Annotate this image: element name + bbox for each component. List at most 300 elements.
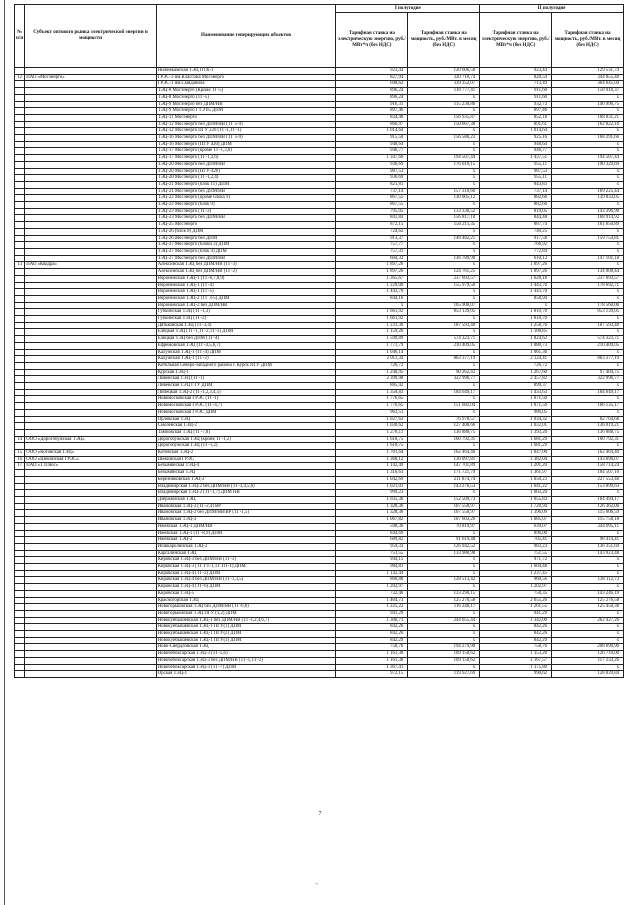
scan-mark: ~ <box>315 882 319 888</box>
subject-cell <box>25 275 156 282</box>
number-cell <box>15 510 25 517</box>
energy-rate-1-cell: 1 225,22 <box>336 604 408 611</box>
power-rate-2-cell: 125 276,58 <box>552 597 624 604</box>
power-rate-2-cell: x <box>552 181 624 188</box>
object-name-cell: Кировская ТЭЦ-5 <box>156 590 336 597</box>
energy-rate-2-cell: 842,26 <box>480 631 552 638</box>
power-rate-2-cell: 158 918,37 <box>552 88 624 95</box>
energy-rate-1-cell: 1 328,36 <box>336 503 408 510</box>
energy-rate-1-cell: 757,31 <box>336 248 408 255</box>
power-rate-2-cell: 97 404,75 <box>552 369 624 376</box>
tariff-sheet <box>14 4 624 678</box>
number-cell <box>15 168 25 175</box>
number-cell: 14 <box>15 436 25 443</box>
energy-rate-2-cell: 891,61 <box>480 121 552 128</box>
power-rate-2-cell: 115 758,18 <box>552 517 624 524</box>
energy-rate-1-cell: 1 306,71 <box>336 617 408 624</box>
power-rate-1-cell: x <box>408 242 480 249</box>
power-rate-1-cell: 863 377,19 <box>408 356 480 363</box>
power-rate-1-cell: 107 558,97 <box>408 503 480 510</box>
object-name-cell: ТЭЦ-8 Мосэнерго (ТГ-5) <box>156 94 336 101</box>
subject-cell <box>25 584 156 591</box>
power-rate-2-cell: 136 919,21 <box>552 423 624 430</box>
number-cell <box>15 135 25 142</box>
table-row <box>15 644 624 651</box>
subject-cell <box>25 342 156 349</box>
table-row <box>15 550 624 557</box>
table-row <box>15 208 624 215</box>
table-row <box>15 101 624 108</box>
energy-rate-2-cell: 1 810,70 <box>480 316 552 323</box>
column-header-energy-rate-1: Тарифная ставка на электрическую энергию, руб./МВт*ч (без НДС) <box>336 13 408 68</box>
table-row <box>15 309 624 316</box>
power-rate-2-cell: 143 396,98 <box>552 208 624 215</box>
object-name-cell: Ефремовская ТЭЦ (ТГ-4,5,6,7) <box>156 342 336 349</box>
power-rate-2-cell: 187 593,48 <box>552 322 624 329</box>
power-rate-1-cell: x <box>408 141 480 148</box>
power-rate-2-cell: 117 233,26 <box>552 657 624 664</box>
energy-rate-2-cell: 911,60 <box>480 94 552 101</box>
power-rate-1-cell: x <box>408 557 480 564</box>
column-header-object-name: Наименование генерирующих объектов <box>156 5 336 68</box>
power-rate-1-cell: 143 276,53 <box>408 483 480 490</box>
subject-cell <box>25 389 156 396</box>
number-cell <box>15 409 25 416</box>
subject-cell <box>25 215 156 222</box>
power-rate-2-cell: 178 560,00 <box>552 302 624 309</box>
energy-rate-1-cell: 868,88 <box>336 577 408 584</box>
power-rate-2-cell: 153 899,63 <box>552 483 624 490</box>
subject-cell <box>25 624 156 631</box>
object-name-cell: Алексинская ТЭЦ без ДПМ/НВ (ТГ-3) <box>156 262 336 269</box>
object-name-cell: ТЭЦ-23 Мосэнерго (ТГ-2) <box>156 208 336 215</box>
energy-rate-1-cell: 844,16 <box>336 295 408 302</box>
power-rate-1-cell: 118 777,41 <box>408 88 480 95</box>
energy-rate-1-cell: 1 142,44 <box>336 570 408 577</box>
subject-cell <box>25 88 156 95</box>
subject-cell <box>25 369 156 376</box>
power-rate-2-cell: x <box>552 624 624 631</box>
energy-rate-2-cell: 1 382,04 <box>480 456 552 463</box>
energy-rate-2-cell: 1 396,09 <box>480 510 552 517</box>
table-row <box>15 604 624 611</box>
subject-cell <box>25 222 156 229</box>
energy-rate-2-cell: 1 050,23 <box>480 476 552 483</box>
object-name-cell: ТЭЦ-16 Мосэнерго (ПГУ 420) ДПМ <box>156 141 336 148</box>
energy-rate-1-cell: 1 367,41 <box>336 664 408 671</box>
number-cell <box>15 530 25 537</box>
power-rate-1-cell: x <box>408 362 480 369</box>
number-cell <box>15 403 25 410</box>
table-row <box>15 235 624 242</box>
energy-rate-1-cell: 1 771,79 <box>336 342 408 349</box>
number-cell <box>15 342 25 349</box>
power-rate-1-cell: x <box>408 564 480 571</box>
number-cell <box>15 128 25 135</box>
energy-rate-1-cell: 1 030,62 <box>336 423 408 430</box>
table-row <box>15 476 624 483</box>
energy-rate-2-cell: 610,13 <box>480 255 552 262</box>
energy-rate-2-cell: 1 034,32 <box>480 416 552 423</box>
number-cell <box>15 155 25 162</box>
energy-rate-1-cell: 999,23 <box>336 490 408 497</box>
table-row <box>15 423 624 430</box>
object-name-cell: Новогорьковская ТЭЦ без ДПМ/НВ (ТГ-6,8) <box>156 604 336 611</box>
power-rate-1-cell: x <box>408 584 480 591</box>
object-name-cell: Ивановская ТЭЦ-2 без ДПМ/НВ/ВР (ТГ-1,5) <box>156 510 336 517</box>
power-rate-2-cell: x <box>552 564 624 571</box>
object-name-cell: Красногорская ТЭЦ <box>156 597 336 604</box>
power-rate-2-cell: 160 792,31 <box>552 436 624 443</box>
subject-cell <box>25 349 156 356</box>
subject-cell <box>25 309 156 316</box>
energy-rate-1-cell: 598,36 <box>336 523 408 530</box>
object-name-cell: Новочебоксарская ТЭЦ-3 (ТГ-7) ДПМ <box>156 664 336 671</box>
table-row <box>15 664 624 671</box>
number-cell <box>15 584 25 591</box>
object-name-cell: Кировская ТЭЦ-4 без ДПМ/НВ (ТГ-1,3,5) <box>156 577 336 584</box>
energy-rate-2-cell: 1 437,51 <box>480 155 552 162</box>
energy-rate-1-cell: 896,24 <box>336 88 408 95</box>
object-name-cell: ТЭЦ-22 Мосэнерго (кроме блока 9) <box>156 195 336 202</box>
energy-rate-1-cell: 2 399,98 <box>336 376 408 383</box>
object-name-cell: ТЭЦ-27 Мосэнерго без ДПМ/НВ <box>156 255 336 262</box>
power-rate-1-cell: x <box>408 610 480 617</box>
energy-rate-2-cell: 766,92 <box>480 242 552 249</box>
power-rate-2-cell: 344 855,48 <box>552 74 624 81</box>
table-row <box>15 483 624 490</box>
energy-rate-1-cell: 885,42 <box>336 383 408 390</box>
object-name-cell: Новомосковская ГРЭС (ТГ-1) <box>156 396 336 403</box>
subject-cell <box>25 490 156 497</box>
subject-cell <box>25 604 156 611</box>
object-name-cell: Ново-Свердловская ТЭЦ <box>156 644 336 651</box>
subject-cell <box>25 322 156 329</box>
power-rate-1-cell: 133 330,52 <box>408 208 480 215</box>
energy-rate-1-cell: 1 202,97 <box>336 584 408 591</box>
energy-rate-2-cell: 1 032,01 <box>480 423 552 430</box>
energy-rate-1-cell: 936,69 <box>336 175 408 182</box>
table-row <box>15 537 624 544</box>
subject-cell <box>25 403 156 410</box>
energy-rate-2-cell: 1 681,29 <box>480 443 552 450</box>
object-name-cell: Владимирская ТЭЦ-2 (ТГ-1,7) ДПМ НВ <box>156 490 336 497</box>
power-rate-1-cell: x <box>408 228 480 235</box>
object-name-cell: Калужская ТЭЦ-1 (ТГ-2) <box>156 356 336 363</box>
power-rate-1-cell: 165 908,07 <box>408 302 480 309</box>
object-name-cell: Воронежская ТЭЦ-1 (ТГ-6,7,8,9) <box>156 275 336 282</box>
number-cell: 15 <box>15 450 25 457</box>
power-rate-2-cell: 146 996,75 <box>552 101 624 108</box>
column-header-subject: Субъект оптового рынка электрической энергии и мощности <box>25 5 156 68</box>
power-rate-2-cell: 164 494,17 <box>552 497 624 504</box>
table-row <box>15 369 624 376</box>
subject-cell <box>25 429 156 436</box>
subject-cell <box>25 248 156 255</box>
table-row <box>15 81 624 88</box>
energy-rate-2-cell: x <box>480 302 552 309</box>
energy-rate-1-cell: 867,55 <box>336 195 408 202</box>
power-rate-2-cell: 227 553,48 <box>552 476 624 483</box>
subject-cell <box>25 570 156 577</box>
table-row <box>15 168 624 175</box>
energy-rate-1-cell: 751,55 <box>336 550 408 557</box>
power-rate-1-cell: 210 409,05 <box>408 342 480 349</box>
energy-rate-2-cell: 1 375,80 <box>480 664 552 671</box>
table-row <box>15 597 624 604</box>
table-row <box>15 429 624 436</box>
subject-cell <box>25 336 156 343</box>
table-row <box>15 409 624 416</box>
object-name-cell: Новокуйбышевская ТЭЦ-1 ПГУ(2) ДПМ <box>156 631 336 638</box>
subject-cell <box>25 590 156 597</box>
object-name-cell: ТЭЦ-9 Мосэнерго без ДПМ/НВ <box>156 101 336 108</box>
table-row <box>15 557 624 564</box>
energy-rate-1-cell: 758,76 <box>336 644 408 651</box>
power-rate-1-cell: 574 323,71 <box>408 336 480 343</box>
energy-rate-2-cell: 1 201,20 <box>480 463 552 470</box>
number-cell <box>15 443 25 450</box>
subject-cell <box>25 376 156 383</box>
energy-rate-1-cell: 1 278,11 <box>336 429 408 436</box>
power-rate-2-cell: 161 650,89 <box>552 222 624 229</box>
energy-rate-1-cell: 842,26 <box>336 624 408 631</box>
power-rate-1-cell: 127 408,66 <box>408 423 480 430</box>
energy-rate-2-cell: 1 342,00 <box>480 617 552 624</box>
table-row <box>15 121 624 128</box>
energy-rate-2-cell: 1 188,85 <box>480 329 552 336</box>
number-cell <box>15 503 25 510</box>
power-rate-1-cell: x <box>408 128 480 135</box>
column-header-number: № п/п <box>15 5 25 68</box>
power-rate-1-cell: 109 150,62 <box>408 657 480 664</box>
energy-rate-2-cell: 925,16 <box>480 135 552 142</box>
power-rate-1-cell: x <box>408 383 480 390</box>
energy-rate-1-cell: 2 011,34 <box>336 356 408 363</box>
power-rate-1-cell: 136 097,81 <box>408 456 480 463</box>
subject-cell <box>25 68 156 75</box>
power-rate-2-cell: 190 329,69 <box>552 161 624 168</box>
energy-rate-1-cell: 1 618,75 <box>336 436 408 443</box>
energy-rate-2-cell: 955,11 <box>480 161 552 168</box>
subject-cell: ПАО «Т Плюс» <box>25 463 156 470</box>
power-rate-2-cell: x <box>552 329 624 336</box>
object-name-cell: Березниковская ТЭЦ-2 <box>156 476 336 483</box>
tariff-table <box>14 4 624 678</box>
energy-rate-2-cell: 896,00 <box>480 530 552 537</box>
table-row <box>15 269 624 276</box>
object-name-cell: ТЭЦ-17 Мосэнерго (ТГ-1,3,6) <box>156 155 336 162</box>
left-margin-rule <box>4 0 5 905</box>
energy-rate-1-cell: 1 067,82 <box>336 517 408 524</box>
subject-cell <box>25 121 156 128</box>
power-rate-1-cell: 124 761,25 <box>408 269 480 276</box>
energy-rate-2-cell: 1 258,76 <box>480 322 552 329</box>
energy-rate-1-cell: 834,48 <box>336 114 408 121</box>
energy-rate-1-cell: 844,69 <box>336 530 408 537</box>
power-rate-1-cell: 128 513,42 <box>408 577 480 584</box>
power-rate-2-cell: 208 690,96 <box>552 644 624 651</box>
table-row <box>15 577 624 584</box>
power-rate-1-cell: x <box>408 637 480 644</box>
power-rate-1-cell: 156 586,23 <box>408 135 480 142</box>
energy-rate-1-cell: 1 897,26 <box>336 269 408 276</box>
subject-cell: ПАО «Мосэнерго» <box>25 74 156 81</box>
object-name-cell: Новочебоксарская ТЭЦ-3 без ДПМ/НВ (ТГ-1,ТГ-2) <box>156 657 336 664</box>
object-name-cell: ТЭЦ-21 Мосэнерго без ДПМ/НВ <box>156 188 336 195</box>
number-cell <box>15 671 25 678</box>
energy-rate-2-cell: 842,26 <box>480 624 552 631</box>
subject-cell <box>25 161 156 168</box>
number-cell <box>15 255 25 262</box>
table-row <box>15 329 624 336</box>
energy-rate-1-cell: 959,33 <box>336 543 408 550</box>
power-rate-1-cell: x <box>408 631 480 638</box>
power-rate-2-cell: 147 101,18 <box>552 255 624 262</box>
energy-rate-1-cell: 913,37 <box>336 235 408 242</box>
table-row <box>15 376 624 383</box>
power-rate-2-cell: x <box>552 664 624 671</box>
power-rate-1-cell: x <box>408 349 480 356</box>
subject-cell <box>25 476 156 483</box>
power-rate-2-cell: x <box>552 295 624 302</box>
object-name-cell: Владимирская ТЭЦ-2 без ДПМ/НВ (ТГ-3,4,5,6) <box>156 483 336 490</box>
energy-rate-2-cell: 740,25 <box>480 228 552 235</box>
power-rate-2-cell: 168 914,92 <box>552 215 624 222</box>
subject-cell <box>25 282 156 289</box>
object-name-cell: ТЭЦ-26 (блок 8) ДПМ <box>156 228 336 235</box>
subject-cell <box>25 503 156 510</box>
power-rate-2-cell: x <box>552 289 624 296</box>
number-cell <box>15 550 25 557</box>
energy-rate-2-cell: 1 167,57 <box>480 657 552 664</box>
object-name-cell: ТЭЦ-20 Мосэнерго (ПГУ-420) <box>156 168 336 175</box>
energy-rate-1-cell: 841,84 <box>336 215 408 222</box>
power-rate-2-cell: x <box>552 610 624 617</box>
power-rate-2-cell: x <box>552 383 624 390</box>
energy-rate-2-cell: 843,83 <box>480 181 552 188</box>
power-rate-2-cell: 126 362,06 <box>552 503 624 510</box>
subject-cell <box>25 242 156 249</box>
subject-cell <box>25 409 156 416</box>
power-rate-1-cell: 109 150,62 <box>408 651 480 658</box>
subject-cell: ООО «Дорогобужская ТЭЦ» <box>25 436 156 443</box>
subject-cell: ООО «Шекинская ГРЭС» <box>25 456 156 463</box>
energy-rate-1-cell: 867,55 <box>336 202 408 209</box>
number-cell <box>15 295 25 302</box>
energy-rate-1-cell: 737,14 <box>336 188 408 195</box>
energy-rate-2-cell: 1 628,18 <box>480 275 552 282</box>
energy-rate-2-cell: 1 237,45 <box>480 570 552 577</box>
number-cell <box>15 624 25 631</box>
number-cell <box>15 490 25 497</box>
number-cell <box>15 349 25 356</box>
subject-cell <box>25 497 156 504</box>
subject-cell <box>25 202 156 209</box>
number-cell <box>15 523 25 530</box>
number-cell <box>15 222 25 229</box>
energy-rate-1-cell: 1 161,38 <box>336 651 408 658</box>
energy-rate-2-cell: 1 433,63 <box>480 389 552 396</box>
object-name-cell: Воронежская ТЭЦ-1 (ТГ-4) <box>156 282 336 289</box>
number-cell <box>15 94 25 101</box>
energy-rate-1-cell: 936,69 <box>336 161 408 168</box>
power-rate-1-cell: 156 817,10 <box>408 215 480 222</box>
power-rate-2-cell: x <box>552 228 624 235</box>
energy-rate-1-cell: 860,97 <box>336 121 408 128</box>
energy-rate-1-cell: 1 046,14 <box>336 349 408 356</box>
number-cell <box>15 497 25 504</box>
object-name-cell: Ливенская ТЭЦ (ТГ-1) <box>156 376 336 383</box>
subject-cell <box>25 316 156 323</box>
number-cell <box>15 429 25 436</box>
subject-cell <box>25 329 156 336</box>
number-cell <box>15 557 25 564</box>
number-cell <box>15 416 25 423</box>
power-rate-1-cell: x <box>408 396 480 403</box>
energy-rate-1-cell: 1 142,49 <box>336 463 408 470</box>
power-rate-2-cell: 98 414,41 <box>552 537 624 544</box>
table-row <box>15 530 624 537</box>
table-row <box>15 202 624 209</box>
subject-cell <box>25 181 156 188</box>
power-rate-2-cell: x <box>552 570 624 577</box>
power-rate-1-cell: 120 606,58 <box>408 68 480 75</box>
number-cell <box>15 215 25 222</box>
number-cell <box>15 577 25 584</box>
power-rate-1-cell: x <box>408 316 480 323</box>
power-rate-1-cell: 136 888,75 <box>408 429 480 436</box>
subject-cell <box>25 128 156 135</box>
column-header-power-rate-2: Тарифная ставка на мощность, руб./МВт. в месяц (без НДС) <box>552 13 624 68</box>
object-name-cell: Калужская ТЭЦ-1 (ТГ-4) ДПМ <box>156 349 336 356</box>
number-cell <box>15 289 25 296</box>
subject-cell <box>25 610 156 617</box>
table-row <box>15 651 624 658</box>
subject-cell <box>25 651 156 658</box>
energy-rate-1-cell: 1 365,67 <box>336 275 408 282</box>
energy-rate-2-cell: 1 393,20 <box>480 429 552 436</box>
energy-rate-2-cell: 737,14 <box>480 188 552 195</box>
energy-rate-2-cell: 1 681,29 <box>480 436 552 443</box>
column-header-power-rate-1: Тарифная ставка на мощность, руб./МВт. в месяц (без НДС) <box>408 13 480 68</box>
subject-cell <box>25 269 156 276</box>
table-row <box>15 94 624 101</box>
subject-cell <box>25 423 156 430</box>
power-rate-2-cell: 169 225,44 <box>552 188 624 195</box>
table-row <box>15 443 624 450</box>
number-cell <box>15 175 25 182</box>
number-cell <box>15 637 25 644</box>
energy-rate-1-cell: 984,81 <box>336 564 408 571</box>
power-rate-1-cell: x <box>408 202 480 209</box>
power-rate-1-cell: 194 507,44 <box>408 155 480 162</box>
energy-rate-1-cell: 1 897,26 <box>336 262 408 269</box>
subject-cell <box>25 168 156 175</box>
subject-cell <box>25 543 156 550</box>
subject-cell <box>25 664 156 671</box>
power-rate-2-cell: x <box>552 409 624 416</box>
number-cell <box>15 88 25 95</box>
object-name-cell: ТЭЦ-20 Мосэнерго без ДПМ/НВ <box>156 161 336 168</box>
table-row <box>15 362 624 369</box>
number-cell <box>15 275 25 282</box>
number-cell <box>15 597 25 604</box>
power-rate-2-cell: 178 692,71 <box>552 282 624 289</box>
number-cell <box>15 651 25 658</box>
energy-rate-1-cell: 821,81 <box>336 181 408 188</box>
power-rate-1-cell: 119 927,69 <box>408 671 480 678</box>
